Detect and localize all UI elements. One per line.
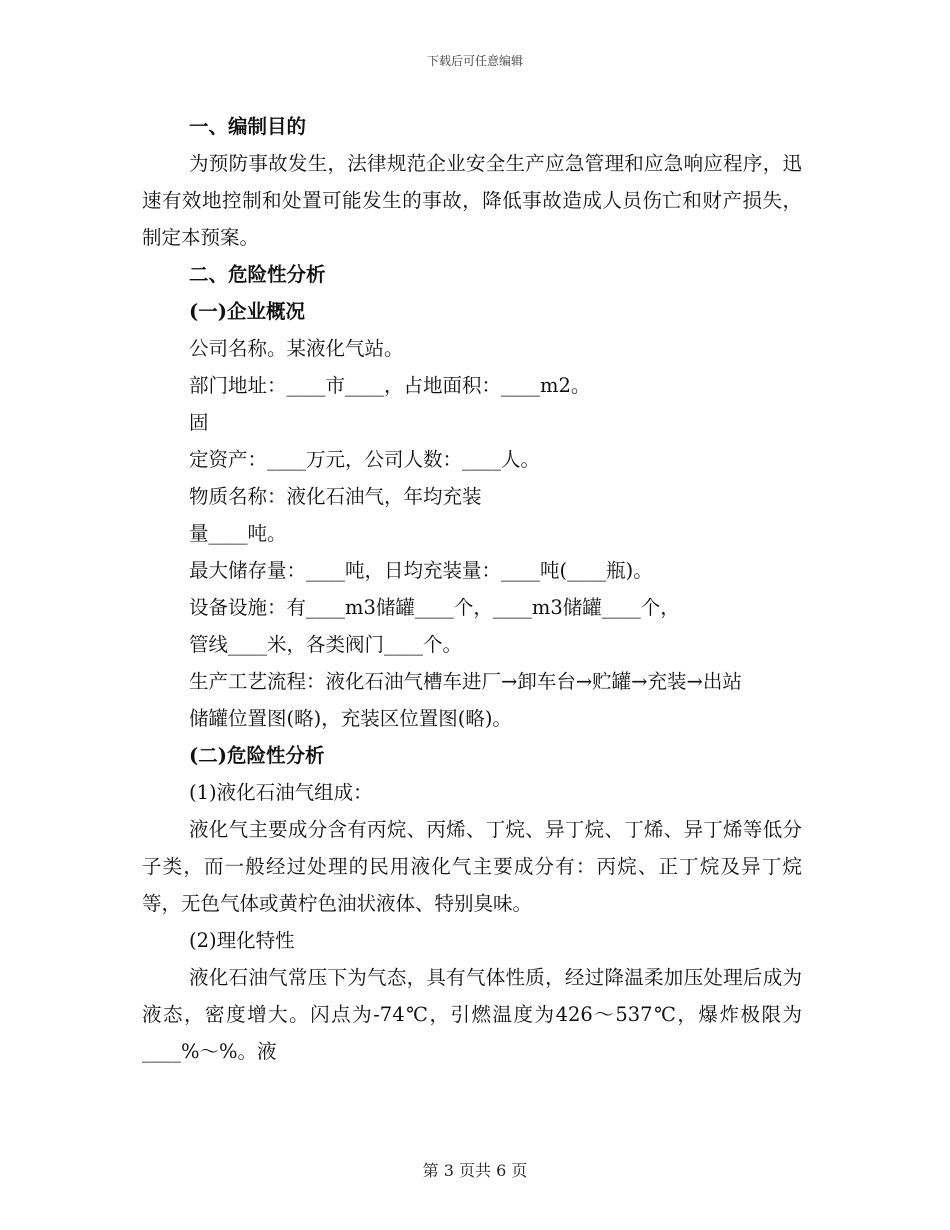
company-name-line: 公司名称。某液化气站。 [189,337,404,360]
page-header: 下载后可任意编辑 [426,54,523,68]
paragraph-purpose: 为预防事故发生，法律规范企业安全生产应急管理和应急响应程序，迅速有效地控制和处置可能发生的事故，降低事故造成人员伤亡和财产损失，制定本预案。 [142,152,802,249]
document-body [142,108,802,1070]
layout-drawings-line: 储罐位置图(略)，充装区位置图(略)。 [189,707,512,730]
pipeline-line: 管线____米，各类阀门____个。 [189,633,463,656]
page-footer: 第 3 页共 6 页 [422,1161,528,1180]
equipment-line: 设备设施：有____m3储罐____个，____m3储罐____个， [189,596,680,619]
section-heading-hazard: 二、危险性分析 [189,263,326,286]
fixed-char-line: 固 [189,411,209,434]
address-line: 部门地址：____市____，占地面积：____m2。 [189,374,591,397]
properties-heading: (2)理化特性 [189,929,295,952]
assets-line: 定资产：____万元，公司人数：____人。 [189,448,541,471]
storage-line: 最大储存量：____吨，日均充装量：____吨(____瓶)。 [189,559,653,582]
properties-paragraph: 液化石油气常压下为气态，具有气体性质，经过降温柔加压处理后成为液态，密度增大。闪点为-74℃，引燃温度为426～537℃，爆炸极限为____%～%。液 [142,966,802,1063]
material-name-line: 物质名称：液化石油气，年均充装 [189,485,482,508]
process-flow-paragraph: 生产工艺流程：液化石油气槽车进厂→卸车台→贮罐→充装→出站 [189,670,742,693]
section-heading-purpose: 一、编制目的 [189,115,307,138]
subsection-heading-hazard-analysis: (二)危险性分析 [189,744,325,767]
subsection-heading-overview: (一)企业概况 [189,300,305,323]
composition-paragraph: 液化气主要成分含有丙烷、丙烯、丁烷、异丁烷、丁烯、异丁烯等低分子类，而一般经过处理的民用液化气主要成分有：丙烷、正丁烷及异丁烷等，无色气体或黄柠色油状液体、特别臭味。 [142,818,802,915]
filling-volume-line: 量____吨。 [189,522,287,545]
composition-heading: (1)液化石油气组成： [189,781,373,804]
